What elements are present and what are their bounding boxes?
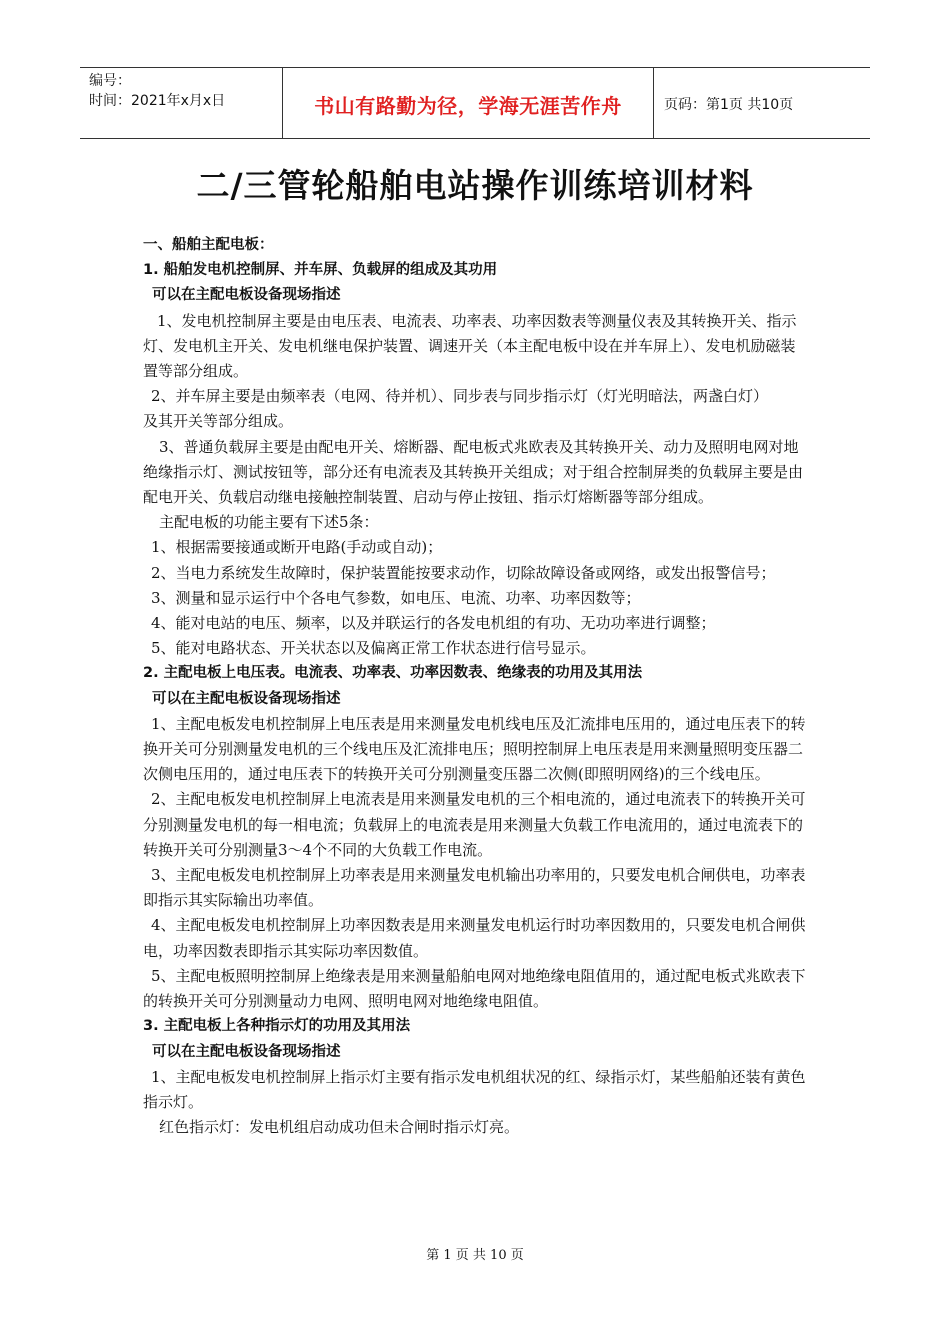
body-paragraph: 3、普通负载屏主要是由配电开关、熔断器、配电板式兆欧表及其转换开关、动力及照明电网对地绝缘指示灯、测试按钮等，部分还有电流表及其转换开关组成；对于组合控制屏类的负载屏主要是由配电开关、负载启动继电接触控制装置、启动与停止按钮、指示灯熔断器等部分组成。 [143,437,804,507]
page-info: 页码：第1页 共10页 [664,97,794,113]
body-paragraph: 1、主配电板发电机控制屏上指示灯主要有指示发电机组状况的红、绿指示灯，某些船舶还装有黄色指示灯。 [143,1067,806,1111]
document-body [143,233,808,1140]
section-heading: 3. 主配电板上各种指示灯的功用及其用法 [143,1018,411,1035]
header-page-cell [654,68,870,138]
section-heading: 2. 主配电板上电压表。电流表、功率表、功率因数表、绝缘表的功用及其用法 [143,665,643,682]
body-paragraph: 4、主配电板发电机控制屏上功率因数表是用来测量发电机运行时功率因数用的，只要发电机合闸供电，功率因数表即指示其实际功率因数值。 [143,916,806,960]
section-subheading: 可以在主配电板设备现场指述 [152,1043,341,1060]
body-paragraph: 3、测量和显示运行中个各电气参数，如电压、电流、功率、功率因数等； [151,588,641,607]
body-paragraph: 主配电板的功能主要有下述5条： [159,513,379,532]
body-paragraph: 5、能对电路状态、开关状态以及偏离正常工作状态进行信号显示。 [151,639,596,658]
body-paragraph: 红色指示灯：发电机组启动成功但未合闸时指示灯亮。 [159,1118,520,1137]
body-paragraph: 2、当电力系统发生故障时，保护装置能按要求动作，切除故障设备或网络，或发出报警信号； [151,563,776,582]
body-paragraph: 5、主配电板照明控制屏上绝缘表是用来测量船舶电网对地绝缘电阻值用的，通过配电板式兆欧表下的转换开关可分别测量动力电网、照明电网对地绝缘电阻值。 [143,966,806,1011]
body-paragraph: 1、主配电板发电机控制屏上电压表是用来测量发电机线电压及汇流排电压用的，通过电压表下的转换开关可分别测量发电机的三个线电压及汇流排电压；照明控制屏上电压表是用来测量照明变压器二次侧电压用的，通过电压表下的转换开关可分别测量变压器二次侧(即照明网络)的三个线电压。 [143,714,806,784]
header-motto-cell [283,68,654,138]
page-footer: 第 1 页 共 10 页 [426,1248,524,1263]
body-paragraph: 1、根据需要接通或断开电路(手动或自动)； [151,538,443,557]
document-title: 二/三管轮船舶电站操作训练培训材料 [196,166,754,205]
section-subheading: 可以在主配电板设备现场指述 [152,690,341,707]
section-heading: 1. 船舶发电机控制屏、并车屏、负载屏的组成及其功用 [143,262,498,279]
body-paragraph: 1、发电机控制屏主要是由电压表、电流表、功率表、功率因数表等测量仪表及其转换开关、指示灯、发电机主开关、发电机继电保护装置、调速开关（本主配电板中设在并车屏上）、发电机励磁装置等部分组成。 [143,311,797,381]
body-paragraph: 2、主配电板发电机控制屏上电流表是用来测量发电机的三个相电流的，通过电流表下的转换开关可分别测量发电机的每一相电流；负载屏上的电流表是用来测量大负载工作电流用的，通过电流表下的转换开关可分别测量3～4个不同的大负载工作电流。 [143,790,806,859]
section-heading: 一、船舶主配电板： [143,237,274,253]
page-header [80,67,870,139]
motto-text: 书山有路勤为径，学海无涯苦作舟 [314,94,622,118]
body-paragraph: 2、并车屏主要是由频率表（电网、待并机）、同步表与同步指示灯（灯光明暗法，两盏白灯） [151,387,769,406]
section-subheading: 可以在主配电板设备现场指述 [152,287,341,304]
header-info-cell [80,68,283,138]
body-paragraph: 3、主配电板发电机控制屏上功率表是用来测量发电机输出功率用的，只要发电机合闸供电，功率表即指示其实际输出功率值。 [143,866,806,910]
date-label: 时间：2021年x月x日 [89,93,226,109]
number-label: 编号： [89,73,131,89]
body-paragraph: 及其开关等部分组成。 [143,412,294,431]
body-paragraph: 4、能对电站的电压、频率，以及并联运行的各发电机组的有功、无功功率进行调整； [151,614,716,633]
